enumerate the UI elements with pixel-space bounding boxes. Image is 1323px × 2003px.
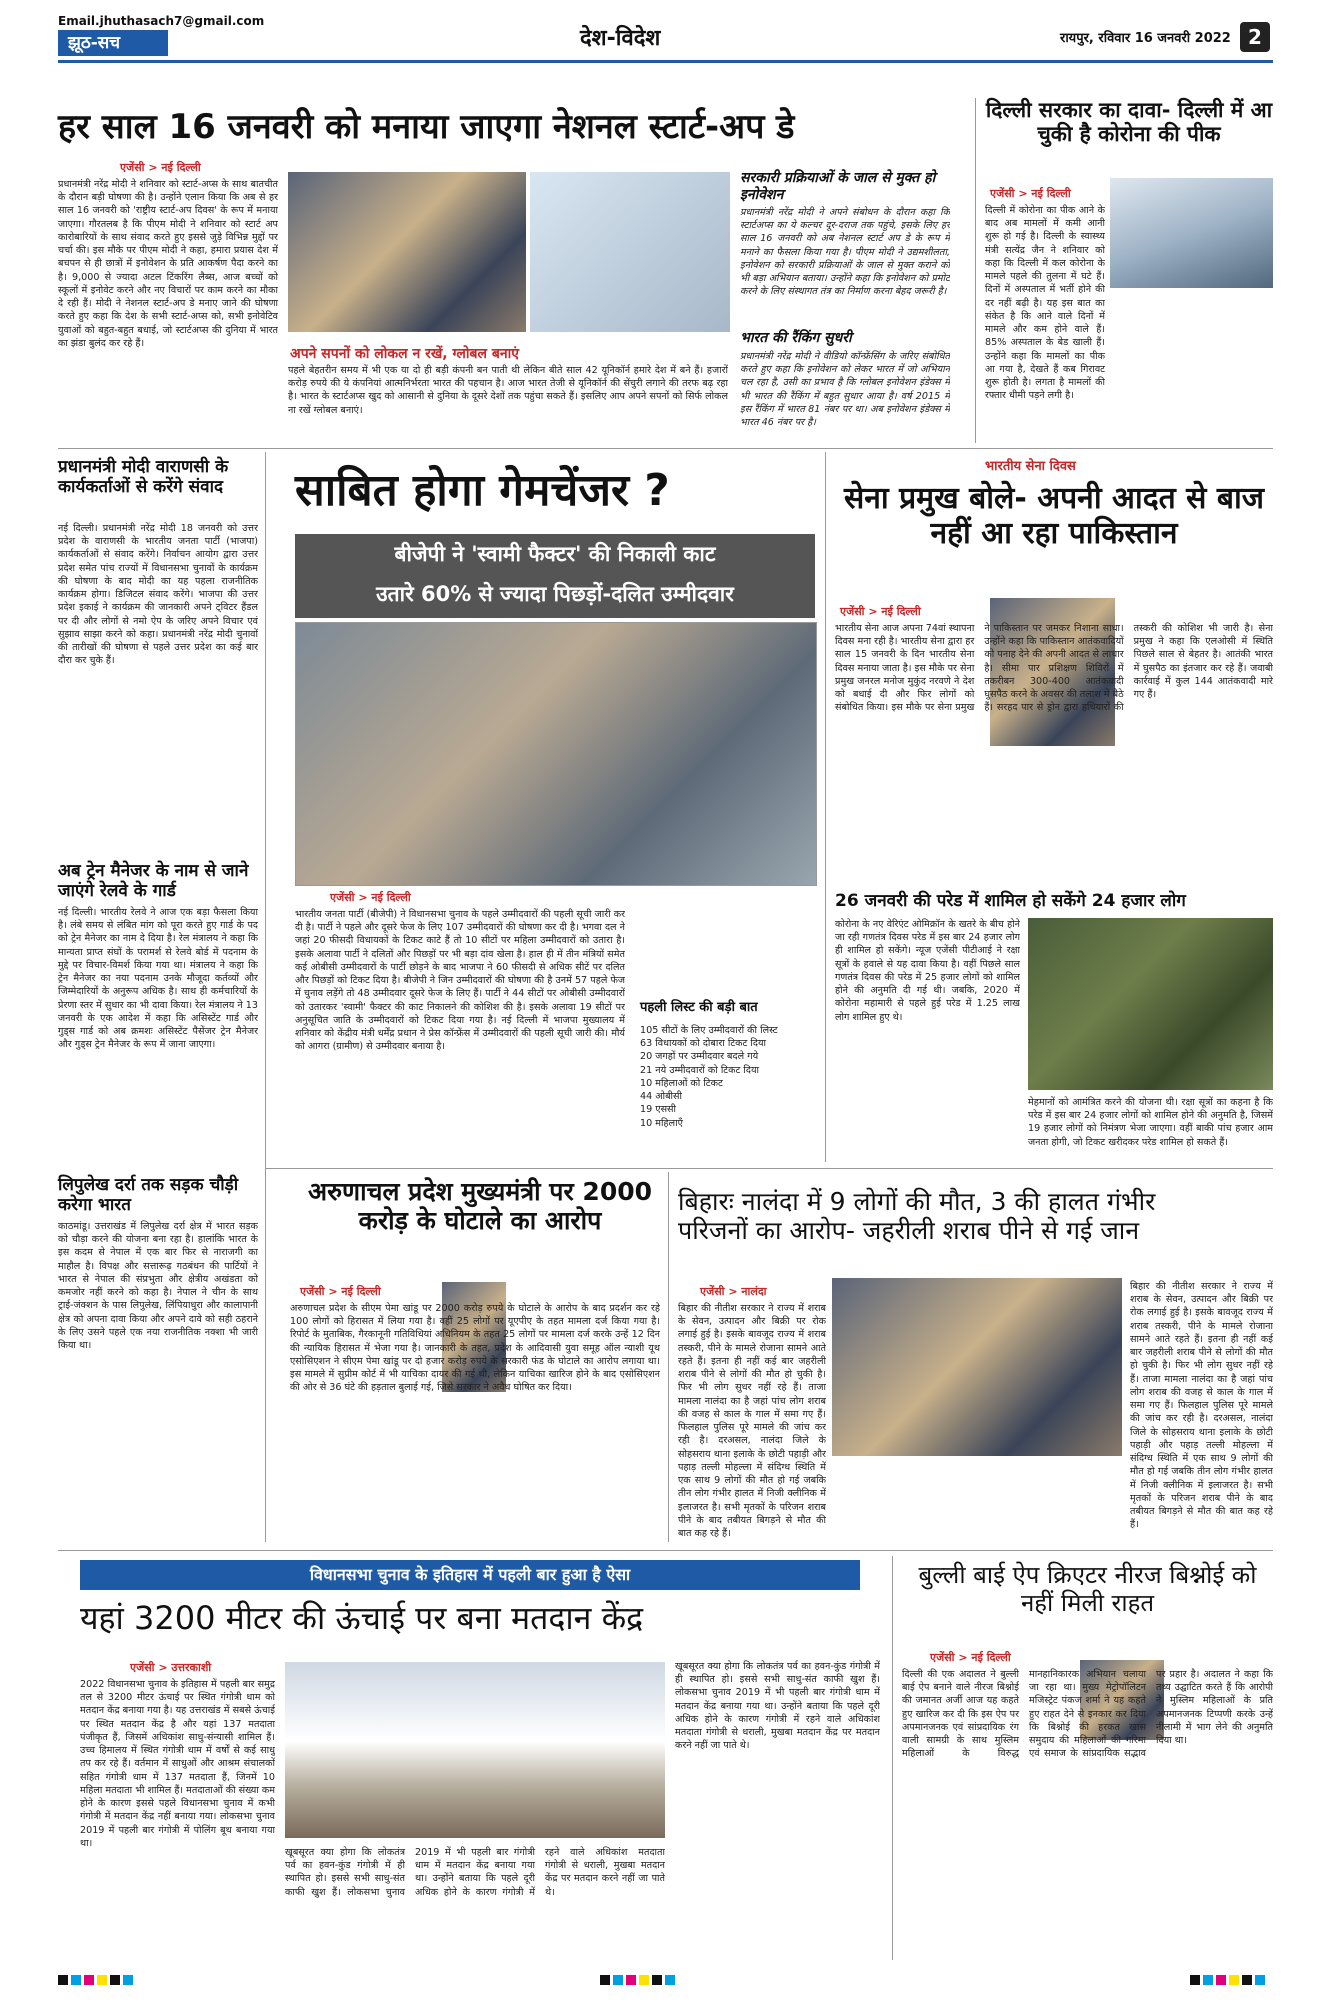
section-rule: [265, 1168, 1273, 1169]
startup-side-head-1: सरकारी प्रक्रियाओं के जाल से मुक्त हो इनोवेशन: [740, 170, 936, 203]
bulli-headline: बुल्ली बाई ऐप क्रिएटर नीरज बिश्नोई को नहीं मिली राहत: [918, 1561, 1257, 1617]
arunachal-headline: अरुणाचल प्रदेश मुख्यमंत्री पर 2000 करोड़ के घोटाले का आरोप: [307, 1177, 653, 1235]
delhi-covid-headline: दिल्ली सरकार का दावा- दिल्ली में आ चुकी है कोरोना की पीक: [985, 98, 1273, 147]
column-divider: [975, 98, 976, 443]
list-item: 63 विधायकों को दोबारा टिकट दिया: [640, 1038, 767, 1050]
railway-headline: अब ट्रेन मैनेजर के नाम से जाने जाएंगे रेलवे के गार्ड: [58, 861, 249, 901]
army-kicker: भारतीय सेना दिवस: [985, 459, 1076, 474]
section-rule: [58, 448, 1273, 449]
print-registration-bar: [58, 1975, 133, 1985]
bjp-list: [640, 1024, 820, 1160]
bihar-body: बिहार की नीतीश सरकार ने राज्य में शराब के सेवन, उत्पादन और बिक्री पर रोक लगाई हुई है। इसके बावजूद राज्य में शराब तस्करी, पीने के मामले रोजाना सामने आते रहते हैं। इतना ही नहीं कई बार जहरीली शराब पीने से लोगों की मौत हो चुकी है। फिर भी लोग सुधर नहीं रहे हैं। ताजा मामला नालंदा का है जहां पांच लोग शराब की वजह से काल के गाल में समा गए हैं। फिलहाल पुलिस पूरे मामले की जांच कर रही है। दरअसल, नालंदा जिले के सोहसराय थाना इलाके के छोटी पहाड़ी और पहाड़ तल्ली मोहल्ला में संदिग्ध स्थिति में एक साथ 9 लोगों की मौत हो गई जबकि तीन लोग गंभीर हालत में निजी क्लीनिक में इलाजरत है। सभी मृतकों के परिजन शराब पीने के बाद तबीयत बिगड़ने से मौत की बात कह रहे हैं।: [678, 1303, 826, 1539]
list-item: 44 ओबीसी: [640, 1091, 683, 1103]
arunachal-body: अरुणाचल प्रदेश के सीएम पेमा खांडू पर 2000 करोड़ रुपये के घोटाले के आरोप के बाद प्रदर्शन कर रहे 100 लोगों को हिरासत में लिया गया है। वहीं 25 लोगों पर यूएपीए के तहत मामला दर्ज किया गया है। रिपोर्ट के मुताबिक, गैरकानूनी गतिविधियां अधिनियम के तहत 25 लोगों पर मामला दर्ज करके उन्हें 12 दिन की न्यायिक हिरासत में भेजा गया है। जानकारी के तहत, प्रदेश के आदिवासी युवा समूह ऑल न्याशी यूथ एसोसिएशन ने सीएम पेमा खांडू पर दो हजार करोड़ रुपये के सरकारी फंड के घोटाले का आरोप लगाया था। इस मामले में सुप्रीम कोर्ट में भी याचिका दायर की गई थी, लेकिन याचिका खारिज होने के बाद एसोसिएशन की ओर से 36 घंटे की हड़ताल बुलाई गई, जिसे सरकार ने अवैध घोषित कर दिया।: [290, 1303, 660, 1394]
list-item: 20 जगहों पर उम्मीदवार बदले गये: [640, 1051, 759, 1063]
newspaper-brand: झूठ-सच: [58, 30, 168, 56]
arunachal-byline: एजेंसी > नई दिल्ली: [300, 1285, 381, 1298]
delhi-covid-byline: एजेंसी > नई दिल्ली: [990, 187, 1071, 200]
bihar-headline-line-2: परिजनों का आरोप- जहरीली शराब पीने से गई जान: [678, 1215, 1140, 1245]
parade-headline: 26 जनवरी की परेड में शामिल हो सकेंगे 24 हजार लोग: [835, 891, 1186, 911]
bjp-banner-line-2: उतारे 60% से ज्यादा पिछड़ों-दलित उम्मीदवार: [376, 582, 734, 606]
bjp-banner: [295, 534, 815, 618]
header-rule: [58, 60, 1273, 63]
delhi-covid-body: दिल्ली में कोरोना का पीक आने के बाद अब मामलों में कमी आनी शुरू हो गई है। दिल्ली के स्वास्थ्य मंत्री सत्येंद्र जैन ने शनिवार को कहा कि दिल्ली में कल कोरोना के मामले पहले की तुलना में घटे हैं। दिनों में अस्पताल में भर्ती होने की दर नहीं बढ़ी है। यह इस बात का संकेत है कि आने वाले दिनों में मामले और कम होने वाले हैं। 85% अस्पताल के बेड खाली हैं। उन्होंने कहा कि मामलों का पीक आ गया है, देखते हैं कब गिरावट शुरू होती है। लगता है मामलों की रफ्तार धीमी पड़ने लगी है।: [985, 205, 1105, 402]
startup-illustration: [530, 172, 730, 332]
bihar-photo: [832, 1278, 1122, 1456]
parade-photo: [1028, 918, 1273, 1090]
bjp-byline: एजेंसी > नई दिल्ली: [330, 891, 411, 904]
parade-body: कोरोना के नए वेरिएंट ओमिक्रॉन के खतरे के बीच होने जा रही गणतंत्र दिवस परेड में इस बार 24 हजार लोग ही शामिल हो सकेंगे। न्यूज एजेंसी पीटीआई ने रक्षा सूत्रों के हवाले से यह दावा किया है। वहीं पिछले साल गणतंत्र दिवस की परेड में 25 हजार लोगों को शामिल होने की अनुमति दी गई थी। जबकि, 2020 में कोरोना महामारी से पहले हुई परेड में 1.25 लाख लोग शामिल हुए थे।: [835, 919, 1020, 1023]
startup-caption-body: पहले बेहतरीन समय में भी एक या दो ही बड़ी कंपनी बन पाती थी लेकिन बीते साल 42 यूनिकॉर्न हमारे देश में बने हैं। हजारों करोड़ रुपये की ये कंपनियां आत्मनिर्भरता भारत की पहचान है। आज भारत तेजी से यूनिकॉर्न की सेंचुरी लगाने की तरफ बढ़ रहा है। भारत के स्टार्टअप्स खुद को आसानी से दुनिया के दूसरे देशों तक पहुंचा सकते हैं। इसलिए आप अपने सपनों को सिर्फ लोकल ना रखें ग्लोबल बनाएं।: [288, 365, 728, 416]
section-title: देश-विदेश: [580, 26, 661, 51]
startup-caption: अपने सपनों को लोकल न रखें, ग्लोबल बनाएं: [290, 346, 520, 362]
list-item: 10 महिलाएँ: [640, 1117, 683, 1129]
bihar-body-2: बिहार की नीतीश सरकार ने राज्य में शराब के सेवन, उत्पादन और बिक्री पर रोक लगाई हुई है। इसके बावजूद राज्य में शराब तस्करी, पीने के मामले रोजाना सामने आते रहते हैं। इतना ही नहीं कई बार जहरीली शराब पीने से लोगों की मौत हो चुकी है। फिर भी लोग सुधर नहीं रहे हैं। ताजा मामला नालंदा का है जहां पांच लोग शराब की वजह से काल के गाल में समा गए हैं। फिलहाल पुलिस पूरे मामले की जांच कर रही है। दरअसल, नालंदा जिले के सोहसराय थाना इलाके के छोटी पहाड़ी और पहाड़ तल्ली मोहल्ला में संदिग्ध स्थिति में एक साथ 9 लोगों की मौत हो गई जबकि तीन लोग गंभीर हालत में निजी क्लीनिक में इलाजरत है। सभी मृतकों के परिजन शराब पीने के बाद तबीयत बिगड़ने से मौत की बात कह रहे हैं।: [1130, 1281, 1273, 1531]
dateline: रायपुर, रविवार 16 जनवरी 2022: [1060, 31, 1231, 46]
bjp-body: भारतीय जनता पार्टी (बीजेपी) ने विधानसभा चुनाव के पहले उम्मीदवारों की पहली सूची जारी कर दी है। पार्टी ने पहले और दूसरे फेज के लिए 107 उम्मीदवारों की घोषणा कर दी है। भगवा दल ने जहां 20 फीसदी विधायकों के टिकट काटे हैं तो 10 सीटों पर महिला उम्मीदवारों को उतारा है। इसके अलावा पार्टी ने दलितों और पिछड़ों पर भी बड़ा दांव खेला है। हाल ही में तीन मंत्रियों समेत कई ओबीसी उम्मीदवारों के पार्टी छोड़ने के बाद भाजपा ने 60 फीसदी से अधिक सीटें पर दलित और पिछड़ों को टिकट दिया है। बीजेपी ने जिन उम्मीदवारों की घोषणा की है उनमें 57 पहले फेज में चुनाव लड़ेंगे तो 48 उम्मीदवार दूसरे फेज के लिए हैं। पार्टी ने 44 सीटों पर ओबीसी उम्मीदवारों को उतारकर 'स्वामी' फैक्टर की काट निकालने की कोशिश की है। इसके अलावा 19 सीटों पर अनुसूचित जाति के उम्मीदवारों को टिकट दिया गया है। नई दिल्ली में भाजपा मुख्यालय में शनिवार को केंद्रीय मंत्री धर्मेंद्र प्रधान ने प्रेस कॉन्फ्रेंस में उम्मीदवारों की पहली सूची जारी की। मौर्य को आगरा (ग्रामीण) से उम्मीदवार बनाया है।: [295, 909, 625, 1053]
column-divider: [892, 1556, 893, 1960]
column-divider: [825, 452, 826, 1162]
bulli-byline: एजेंसी > नई दिल्ली: [930, 1651, 1011, 1664]
polling-body: 2022 विधानसभा चुनाव के इतिहास में पहली बार समुद्र तल से 3200 मीटर ऊंचाई पर स्थित गंगोत्री धाम को मतदान केंद्र बनाया गया है। यह उत्तराखंड में सबसे ऊंचाई पर स्थित मतदान केंद्र है और यहां 137 मतदाता पंजीकृत हैं, जिसमें अधिकांश साधु-संन्यासी शामिल हैं। उच्च हिमालय में स्थित गंगोत्री धाम में वर्षों से कई साधु तप कर रहे हैं। वर्तमान में साधुओं और आश्रम संचालकों सहित गंगोत्री धाम में 137 मतदाता हैं, जिनमें 10 महिला मतदाता भी शामिल हैं। मतदाताओं की संख्या कम होने के कारण इससे पहले विधानसभा चुनाव में कभी गंगोत्री में मतदान केंद्र नहीं बनाया गया। लोकसभा चुनाव 2019 में पहली बार गंगोत्री में पोलिंग बूथ बनाया गया था।: [80, 1679, 275, 1849]
column-divider: [265, 452, 266, 1542]
list-item: 105 सीटों के लिए उम्मीदवारों की लिस्ट: [640, 1025, 778, 1036]
section-rule: [58, 1550, 1273, 1551]
startup-side-body-1: प्रधानमंत्री नरेंद्र मोदी ने अपने संबोधन के दौरान कहा कि स्टार्टअप्स का ये कल्चर दूर-दराज तक पहुंचे, इसके लिए हर साल 16 जनवरी को अब नेशनल स्टार्ट अप डे के रूप में मनाने का फैसला किया गया है। पीएम मोदी ने उद्यमशीलता, इनोवेशन को सरकारी प्रक्रियाओं के जाल से मुक्त कराने को भी बड़ा अभियान बताया। उन्होंने कहा कि इनोवेशन को प्रमोट करने के लिए संस्थागत तंत्र का निर्माण करना बेहद जरूरी है।: [740, 207, 950, 298]
contact-email: Email.jhuthasach7@gmail.com: [58, 14, 265, 28]
list-item: 19 एससी: [640, 1104, 677, 1116]
polling-body-3: खूबसूरत क्या होगा कि लोकतंत्र पर्व का हवन-कुंड गंगोत्री में ही स्थापित हो। इससे सभी साधु-संत काफी खुश हैं। लोकसभा चुनाव 2019 में भी पहली बार गंगोत्री धाम में मतदान केंद्र बनाया गया था। उन्होंने बताया कि पहले दूरी अधिक होने के कारण गंगोत्री में रहने वाले अधिकांश मतदाता गंगोत्री से धराली, मुखबा मतदान केंद्र पर मतदान करने नहीं जा पाते थे।: [675, 1661, 880, 1752]
list-item: 21 नये उम्मीदवारों को टिकट दिया: [640, 1064, 760, 1076]
polling-body-2: खूबसूरत क्या होगा कि लोकतंत्र पर्व का हवन-कुंड गंगोत्री में ही स्थापित हो। इससे सभी साधु-संत काफी खुश हैं। लोकसभा चुनाव 2019 में भी पहली बार गंगोत्री धाम में मतदान केंद्र बनाया गया था। उन्होंने बताया कि पहले दूरी अधिक होने के कारण गंगोत्री में रहने वाले अधिकांश मतदाता गंगोत्री से धराली, मुखबा मतदान केंद्र पर मतदान करने नहीं जा पाते थे।: [285, 1847, 665, 1898]
varanasi-body: नई दिल्ली। प्रधानमंत्री नरेंद्र मोदी 18 जनवरी को उत्तर प्रदेश के वाराणसी के भारतीय जनता पार्टी (भाजपा) कार्यकर्ताओं से संवाद करेंगे। निर्वाचन आयोग द्वारा उत्तर प्रदेश समेत पांच राज्यों में विधानसभा चुनावों के कार्यक्रम की घोषणा के बाद मोदी का यह पहला राजनीतिक कार्यक्रम होगा। डिजिटल संवाद करेंगे। भाजपा की उत्तर प्रदेश इकाई ने कार्यक्रम की जानकारी अपने ट्विटर हैंडल पर दी और लोगों से नमो ऐप के जरिए अपने विचार एवं सुझाव साझा करने को कहा। प्रधानमंत्री नरेंद्र मोदी चुनावों की तारीखों की घोषणा से पहले उत्तर प्रदेश का कई बार दौरा कर चुके हैं।: [58, 523, 258, 667]
varanasi-headline: प्रधानमंत्री मोदी वाराणसी के कार्यकर्ताओं से करेंगे संवाद: [58, 457, 229, 497]
list-item: 10 महिलाओं को टिकट: [640, 1077, 723, 1089]
column-divider: [668, 1172, 669, 1542]
bihar-headline: [678, 1188, 1273, 1246]
lipulekh-headline: लिपुलेख दर्रा तक सड़क चौड़ी करेगा भारत: [58, 1175, 239, 1215]
startup-byline: एजेंसी > नई दिल्ली: [120, 161, 201, 174]
lipulekh-body: काठमांडू। उत्तराखंड में लिपुलेख दर्रा क्षेत्र में भारत सड़क को चौड़ा करने की योजना बना रहा है। हालांकि भारत के इस कदम से नेपाल में एक बार फिर से नाराजगी का माहौल है। विपक्ष और सत्तारूढ़ गठबंधन की पार्टियों ने भारत से नेपाल की संप्रभुता और क्षेत्रीय अखंडता को कमजोर नहीं करने को कहा है। नेपाल ने चीन के साथ ट्राई-जंक्शन के पास लिपुलेख, लिंपियाधुरा और कालापानी क्षेत्र को अपना दावा किया और अपने दावे को सही ठहराने के लिए उसने पहले एक नया राजनीतिक नक्शा भी जारी किया था।: [58, 1221, 258, 1352]
print-registration-bar: [600, 1975, 675, 1985]
bjp-rally-photo: [295, 622, 817, 886]
bihar-byline: एजेंसी > नालंदा: [700, 1285, 767, 1298]
print-registration-bar: [1190, 1975, 1265, 1985]
startup-side-head-2: भारत की रैंकिंग सुधरी: [740, 330, 852, 346]
railway-body: नई दिल्ली। भारतीय रेलवे ने आज एक बड़ा फैसला किया है। लंबे समय से लंबित मांग को पूरा करते हुए गार्ड के पद को ट्रेन मैनेजर का नाम दे दिया है। रेल मंत्रालय ने कहा कि मान्यता प्राप्त संघों के परामर्श से रेलवे बोर्ड में पदनाम के मुद्दे पर विचार-विमर्श किया गया था। मंत्रालय ने कहा कि ट्रेन मैनेजर का नया पदनाम उनके मौजूदा कर्तव्यों और जिम्मेदारियों के अनुरूप अधिक है। साथ ही कर्मचारियों के प्रेरणा स्तर में सुधार का भी दावा किया। रेल मंत्रालय ने 13 जनवरी के एक आदेश में कहा कि असिस्टेंट गार्ड और गुड्स गार्ड को अब क्रमशः असिस्टेंट पैसेंजर ट्रेन मैनेजर और गुड्स ट्रेन मैनेजर के रूप में जाना जाएगा।: [58, 907, 258, 1051]
startup-side-body-2: प्रधानमंत्री नरेंद्र मोदी ने वीडियो कॉन्फ्रेंसिंग के जरिए संबोधित करते हुए कहा कि इनोवेशन को लेकर भारत में जो अभियान चल रहा है, उसी का प्रभाव है कि ग्लोबल इनोवेशन इंडेक्स में भी भारत की रैंकिंग में बहुत सुधार आया है। वर्ष 2015 में इस रैंकिंग में भारत 81 नंबर पर था। अब इनोवेशन इंडेक्स में भारत 46 नंबर पर है।: [740, 351, 950, 429]
bulli-body: दिल्ली की एक अदालत ने बुल्ली बाई ऐप बनाने वाले नीरज बिश्नोई की जमानत अर्जी आज यह कहते हुए खारिज कर दी कि इस ऐप पर अपमानजनक एवं सांप्रदायिक रंग वाली सामग्री के साथ मुस्लिम महिलाओं के विरुद्ध मानहानिकारक अभियान चलाया जा रहा था। मुख्य मेट्रोपॉलिटन मजिस्ट्रेट पंकज शर्मा ने यह कहते हुए राहत देने से इनकार कर दिया कि बिश्नोई की हरकत खास समुदाय की महिलाओं की गरिमा एवं समाज के सांप्रदायिक सद्भाव पर प्रहार है। अदालत ने कहा कि तथ्य उद्घाटित करते हैं कि आरोपी ने मुस्लिम महिलाओं के प्रति अपमानजनक टिप्पणी करके उन्हें नीलामी में भाग लेने की अनुमति दिया था।: [902, 1669, 1273, 1760]
bjp-headline: साबित होगा गेमचेंजर ?: [295, 465, 670, 516]
page-number: 2: [1240, 22, 1270, 52]
polling-headline: यहां 3200 मीटर की ऊंचाई पर बना मतदान केंद्र: [80, 1599, 644, 1637]
gangotri-photo: [285, 1662, 665, 1838]
startup-body: प्रधानमंत्री नरेंद्र मोदी ने शनिवार को स्टार्ट-अप्स के साथ बातचीत के दौरान बड़ी घोषणा की है। उन्होंने एलान किया कि अब से हर साल 16 जनवरी को 'राष्ट्रीय स्टार्ट-अप दिवस' के रूप में मनाया जाएगा। गौरतलब है कि पीएम मोदी ने शनिवार को स्टार्ट अप कारोबारियों के साथ संवाद करते हुए इससे जुड़े विभिन्न मुद्दों पर चर्चा की। इस मौके पर पीएम मोदी ने कहा, हमारा प्रयास देश में बचपन से ही छात्रों में इनोवेशन के प्रति आकर्षण पैदा करने का है। 9,000 से ज्यादा अटल टिंकरिंग लैब्स, आज बच्चों को स्कूलों में इनोवेट करने और नए विचारों पर काम करने का मौका दे रही हैं। मोदी ने नेशनल स्टार्ट-अप डे मनाए जाने की घोषणा करते हुए कहा कि देश के सभी स्टार्ट-अप्स को, सभी इनोवेटिव युवाओं को बहुत-बहुत बधाई, जो स्टार्टअप्स की दुनिया में भारत का झंडा बुलंद कर रहे हैं।: [58, 179, 278, 349]
parade-body-2: मेहमानों को आमंत्रित करने की योजना थी। रक्षा सूत्रों का कहना है कि परेड में इस बार 24 हजार लोगों को शामिल होने की अनुमति है, जिसमें 19 हजार लोगों को निमंत्रण भेजा जाएगा। वहीं बाकी पांच हजार आम जनता होगी, जो टिकट खरीदकर परेड शामिल हो सकते हैं।: [1028, 1097, 1273, 1148]
polling-banner: विधानसभा चुनाव के इतिहास में पहली बार हुआ है ऐसा: [80, 1560, 860, 1590]
covid-lab-photo: [1110, 178, 1273, 288]
bjp-list-heading: पहली लिस्ट की बड़ी बात: [640, 1000, 758, 1015]
army-body: भारतीय सेना आज अपना 74वां स्थापना दिवस मना रही है। भारतीय सेना द्वारा हर साल 15 जनवरी के दिन भारतीय सेना दिवस मनाया जाता है। इस मौके पर सेना प्रमुख जनरल मनोज मुकुंद नरवणे ने देश को बधाई दी और फिर लोगों को संबोधित किया। इस मौके पर सेना प्रमुख ने पाकिस्तान पर जमकर निशाना साधा। उन्होंने कहा कि पाकिस्तान आतंकवादियों को पनाह देने की अपनी आदत से लाचार है। सीमा पार प्रशिक्षण शिविरों में तकरीबन 300-400 आतंकवादी घुसपैठ करने के अवसर की तलाश में बैठे हैं। सरहद पार से ड्रोन द्वारा हथियारों की तस्करी की कोशिश भी जारी है। सेना प्रमुख ने कहा कि एलओसी में स्थिति पिछले साल से बेहतर है। आतंकी भारत में घुसपैठ का इंतजार कर रहे हैं। जवाबी कार्रवाई में कुल 144 आतंकवादी मारे गए हैं।: [835, 623, 1273, 714]
bihar-headline-line-1: बिहारः नालंदा में 9 लोगों की मौत, 3 की हालत गंभीर: [678, 1187, 1156, 1216]
modi-photo: [288, 172, 526, 332]
polling-byline: एजेंसी > उत्तरकाशी: [130, 1661, 212, 1674]
army-byline: एजेंसी > नई दिल्ली: [840, 605, 921, 618]
bjp-banner-line-1: बीजेपी ने 'स्वामी फैक्टर' की निकाली काट: [394, 542, 716, 566]
army-headline: सेना प्रमुख बोले- अपनी आदत से बाज नहीं आ रहा पाकिस्तान: [843, 481, 1265, 551]
startup-headline: हर साल 16 जनवरी को मनाया जाएगा नेशनल स्टार्ट-अप डे: [58, 107, 795, 147]
